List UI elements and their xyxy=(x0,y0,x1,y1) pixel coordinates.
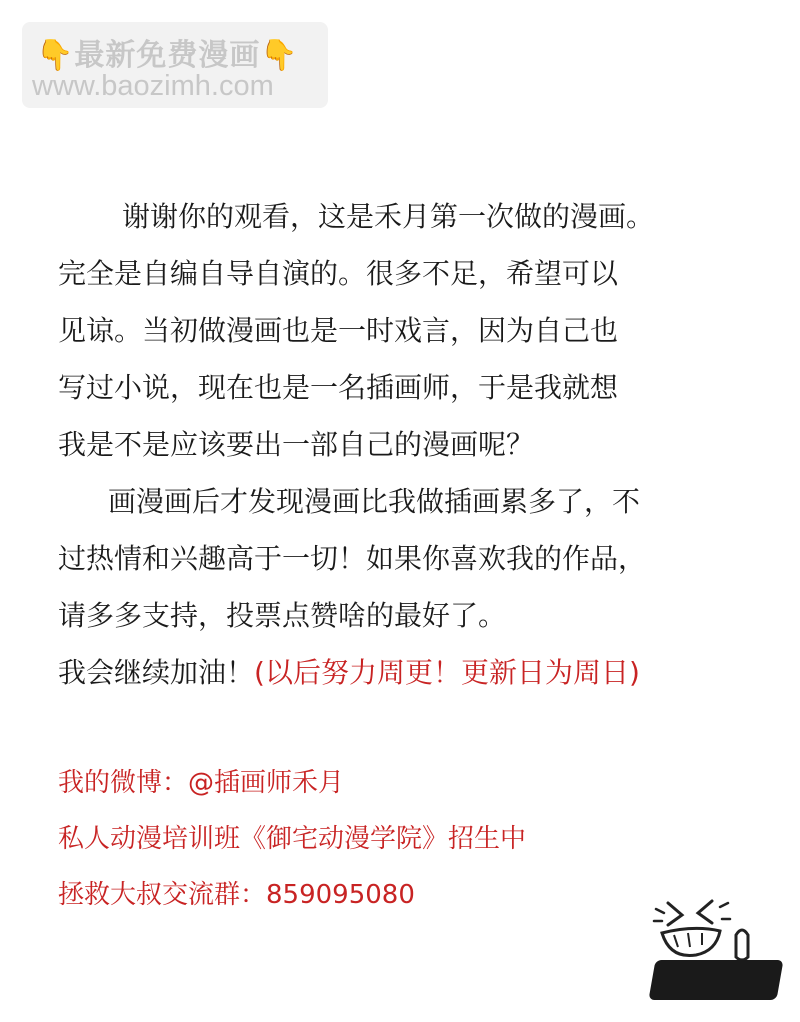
paragraph-1-line-3: 见谅。当初做漫画也是一时戏言，因为自己也 xyxy=(58,314,619,347)
paragraph-2-line-2: 过热情和兴趣高于一切！如果你喜欢我的作品， xyxy=(58,542,647,575)
watermark-badge xyxy=(22,22,328,108)
laughing-face-doodle-icon xyxy=(650,895,770,965)
tencent-comic-logo-icon xyxy=(648,960,783,1000)
watermark-title-row xyxy=(36,30,299,74)
group-contact: 拯救大叔交流群：859095080 xyxy=(58,880,415,910)
afterword-text xyxy=(58,188,778,701)
paragraph-1-line-5: 我是不是应该要出一部自己的漫画呢？ xyxy=(58,428,535,461)
weibo-contact: 我的微博：@插画师禾月 xyxy=(58,768,345,798)
paragraph-2-line-3: 请多多支持，投票点赞啥的最好了。 xyxy=(58,599,507,632)
paragraph-2-line-1: 画漫画后才发现漫画比我做插画累多了，不 xyxy=(108,485,641,518)
pointing-down-hand-icon: 👇 xyxy=(260,38,299,73)
pointing-down-hand-icon: 👇 xyxy=(36,38,75,73)
update-schedule-note: (以后努力周更！更新日为周日) xyxy=(254,656,640,689)
paragraph-1-line-4: 写过小说，现在也是一名插画师，于是我就想 xyxy=(58,371,619,404)
paragraph-1-line-2: 完全是自编自导自演的。很多不足，希望可以 xyxy=(58,257,619,290)
watermark-title: 最新免费漫画 xyxy=(74,38,261,73)
contact-info xyxy=(58,755,526,923)
watermark-url: www.baozimh.com xyxy=(32,70,274,102)
paragraph-1-line-1: 谢谢你的观看，这是禾月第一次做的漫画。 xyxy=(122,200,655,233)
school-advert: 私人动漫培训班《御宅动漫学院》招生中 xyxy=(58,824,527,854)
closing-statement: 我会继续加油！ xyxy=(58,656,255,689)
paragraph-3-line xyxy=(58,644,778,701)
